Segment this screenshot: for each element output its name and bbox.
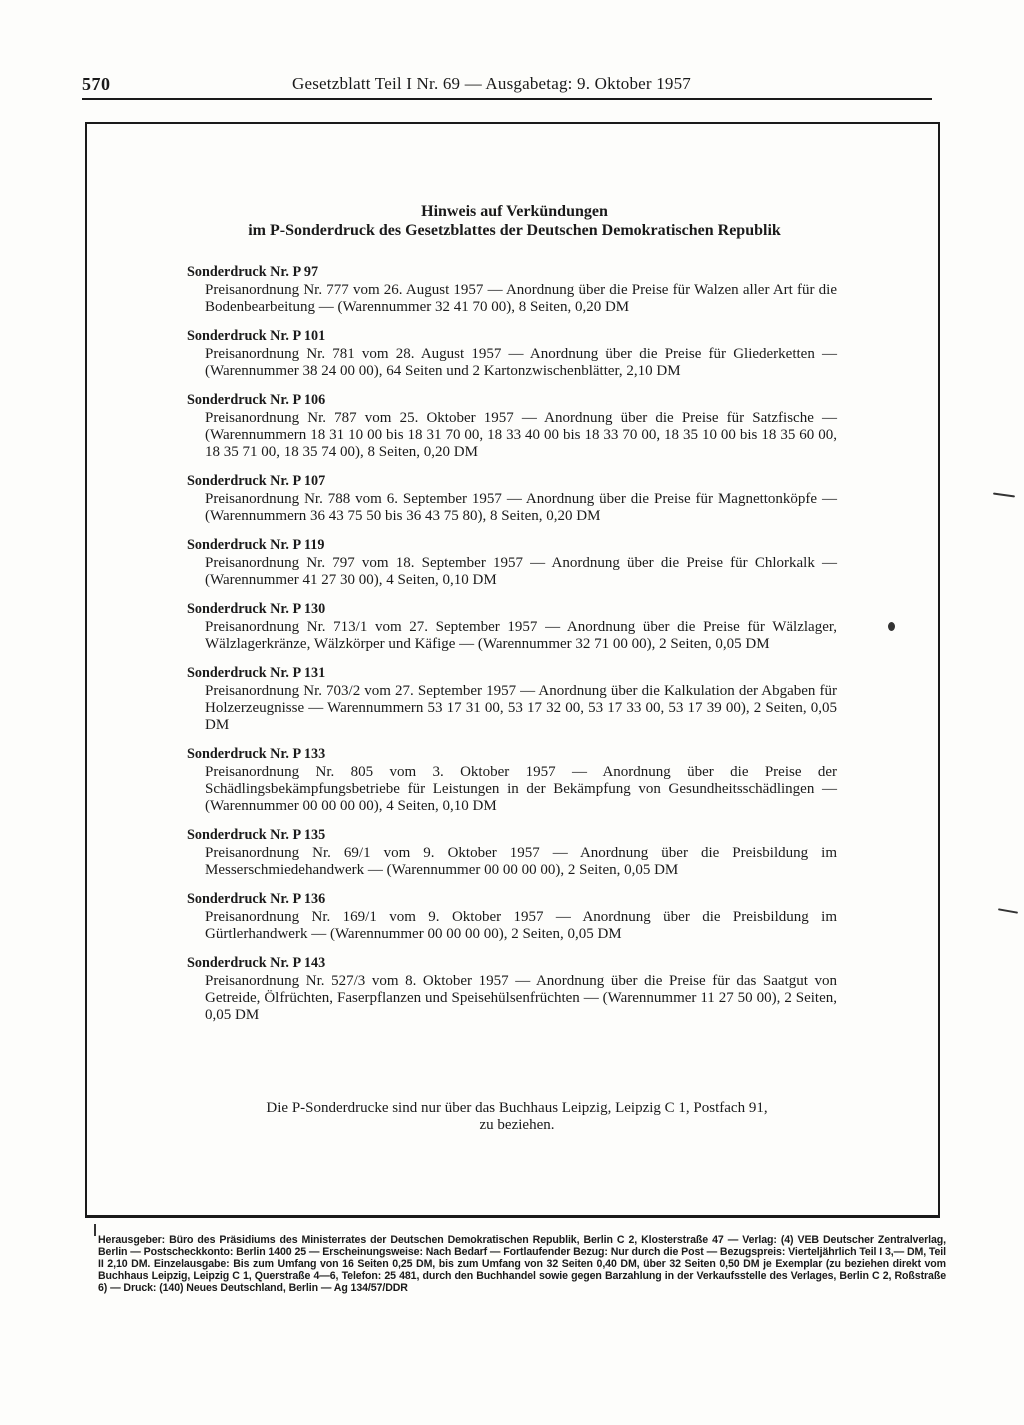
entry-title: Sonderdruck Nr. P 133	[187, 746, 326, 762]
entry-text: Preisanordnung Nr. 169/1 vom 9. Oktober 1957 — Anordnung über die Preisbildung im Gürtlerhandwerk — (Warennummer 00 00 00 00), 2 Seiten, 0,05 DM	[205, 909, 837, 942]
closing-note-line-1: Die P-Sonderdrucke sind nur über das Buchhaus Leipzig, Leipzig C 1, Postfach 91,	[266, 1100, 768, 1116]
list-item	[187, 473, 837, 525]
page-header	[82, 72, 932, 98]
header-rule	[82, 98, 932, 100]
list-item	[187, 827, 837, 879]
list-item	[187, 955, 837, 1024]
scan-mark	[888, 622, 895, 631]
list-item	[187, 746, 837, 815]
list-item	[187, 665, 837, 734]
closing-note-line-2: zu beziehen.	[479, 1117, 555, 1133]
entry-title: Sonderdruck Nr. P 136	[187, 891, 326, 907]
entry-text: Preisanordnung Nr. 703/2 vom 27. September 1957 — Anordnung über die Kalkulation der Abgaben für Holzerzeugnisse — Warennummern 53 17 31 00, 53 17 32 00, 53 17 33 00, 53 17 39 00), 2 Seiten, 0,05 DM	[205, 683, 837, 733]
notice-frame	[85, 122, 940, 1218]
entry-title: Sonderdruck Nr. P 101	[187, 328, 326, 344]
running-header-title: Gesetzblatt Teil I Nr. 69 — Ausgabetag: 9. Oktober 1957	[292, 74, 692, 93]
entry-text: Preisanordnung Nr. 797 vom 18. September 1957 — Anordnung über die Preise für Chlorkalk — (Warennummer 41 27 30 00), 4 Seiten, 0,10 DM	[205, 555, 837, 588]
notice-heading-line-1: Hinweis auf Verkündungen	[421, 203, 608, 220]
entry-title: Sonderdruck Nr. P 143	[187, 955, 326, 971]
entry-text: Preisanordnung Nr. 69/1 vom 9. Oktober 1957 — Anordnung über die Preisbildung im Messerschmiedehandwerk — (Warennummer 00 00 00 00), 2 Seiten, 0,05 DM	[205, 845, 837, 878]
entry-text: Preisanordnung Nr. 787 vom 25. Oktober 1957 — Anordnung über die Preise für Satzfische — (Warennummern 18 31 10 00 bis 18 31 70 00, 18 33 40 00 bis 18 33 70 00, 18 35 10 00 bis 18 35 60 00, 18 35 71 00, 18 35 74 00), 8 Seiten, 0,20 DM	[205, 410, 837, 460]
entry-text: Preisanordnung Nr. 805 vom 3. Oktober 1957 — Anordnung über die Preise der Schädlingsbekämpfungsbetriebe für Leistungen in der Bekämpfung von Gesundheitsschädlingen — (Warennummer 00 00 00 00), 4 Seiten, 0,10 DM	[205, 764, 837, 814]
notice-heading-line-2: im P-Sonderdruck des Gesetzblattes der Deutschen Demokratischen Republik	[248, 222, 781, 239]
closing-note	[187, 1100, 847, 1134]
notice-heading	[147, 202, 882, 240]
list-item	[187, 392, 837, 461]
entry-title: Sonderdruck Nr. P 130	[187, 601, 326, 617]
entry-title: Sonderdruck Nr. P 131	[187, 665, 326, 681]
entry-title: Sonderdruck Nr. P 119	[187, 537, 325, 553]
scan-mark	[993, 492, 1015, 497]
list-item	[187, 891, 837, 943]
entry-title: Sonderdruck Nr. P 135	[187, 827, 326, 843]
entry-text: Preisanordnung Nr. 527/3 vom 8. Oktober 1957 — Anordnung über die Preise für das Saatgut von Getreide, Ölfrüchten, Faserpflanzen und Speisehülsenfrüchten — (Warennummer 11 27 50 00), 2 Seiten, 0,05 DM	[205, 973, 837, 1023]
entry-title: Sonderdruck Nr. P 97	[187, 264, 319, 280]
imprint: Herausgeber: Büro des Präsidiums des Ministerrates der Deutschen Demokratischen Republik, Berlin C 2, Klosterstraße 47 — Verlag: (4) VEB Deutscher Zentralverlag, Berlin — Postscheckkonto: Berlin 1400 25 — Erscheinungsweise: Nach Bedarf — Fortlaufender Bezug: Nur durch die Post — Bezugspreis: Vierteljährlich Teil I 3,— DM, Teil II 2,10 DM. Einzelausgabe: Bis zum Umfang von 16 Seiten 0,25 DM, bis zum Umfang von 32 Seiten 0,40 DM, über 32 Seiten 0,50 DM je Exemplar (zu beziehen direkt vom Buchhaus Leipzig, Leipzig C 1, Querstraße 4—6, Telefon: 25 481, durch den Buchhandel sowie gegen Barzahlung in der Verkaufsstelle des Verlages, Berlin C 2, Roßstraße 6) — Druck: (140) Neues Deutschland, Berlin — Ag 134/57/DDR	[98, 1234, 946, 1294]
scan-mark	[998, 908, 1018, 913]
list-item	[187, 264, 837, 316]
page-number: 570	[82, 74, 111, 94]
list-item	[187, 328, 837, 380]
entry-text: Preisanordnung Nr. 781 vom 28. August 1957 — Anordnung über die Preise für Gliederketten — (Warennummer 38 24 00 00), 64 Seiten und 2 Kartonzwischenblätter, 2,10 DM	[205, 346, 837, 379]
list-item	[187, 601, 837, 653]
entry-text: Preisanordnung Nr. 788 vom 6. September 1957 — Anordnung über die Preise für Magnettonköpfe — (Warennummern 36 43 75 50 bis 36 43 75 80), 8 Seiten, 0,20 DM	[205, 491, 837, 524]
entry-list	[187, 264, 837, 1036]
entry-title: Sonderdruck Nr. P 106	[187, 392, 326, 408]
entry-text: Preisanordnung Nr. 777 vom 26. August 1957 — Anordnung über die Preise für Walzen aller Art für die Bodenbearbeitung — (Warennummer 32 41 70 00), 8 Seiten, 0,20 DM	[205, 282, 837, 315]
scan-mark	[94, 1224, 96, 1236]
entry-text: Preisanordnung Nr. 713/1 vom 27. September 1957 — Anordnung über die Preise für Wälzlager, Wälzlagerkränze, Wälzkörper und Käfige — (Warennummer 32 71 00 00), 2 Seiten, 0,05 DM	[205, 619, 837, 652]
entry-title: Sonderdruck Nr. P 107	[187, 473, 326, 489]
list-item	[187, 537, 837, 589]
